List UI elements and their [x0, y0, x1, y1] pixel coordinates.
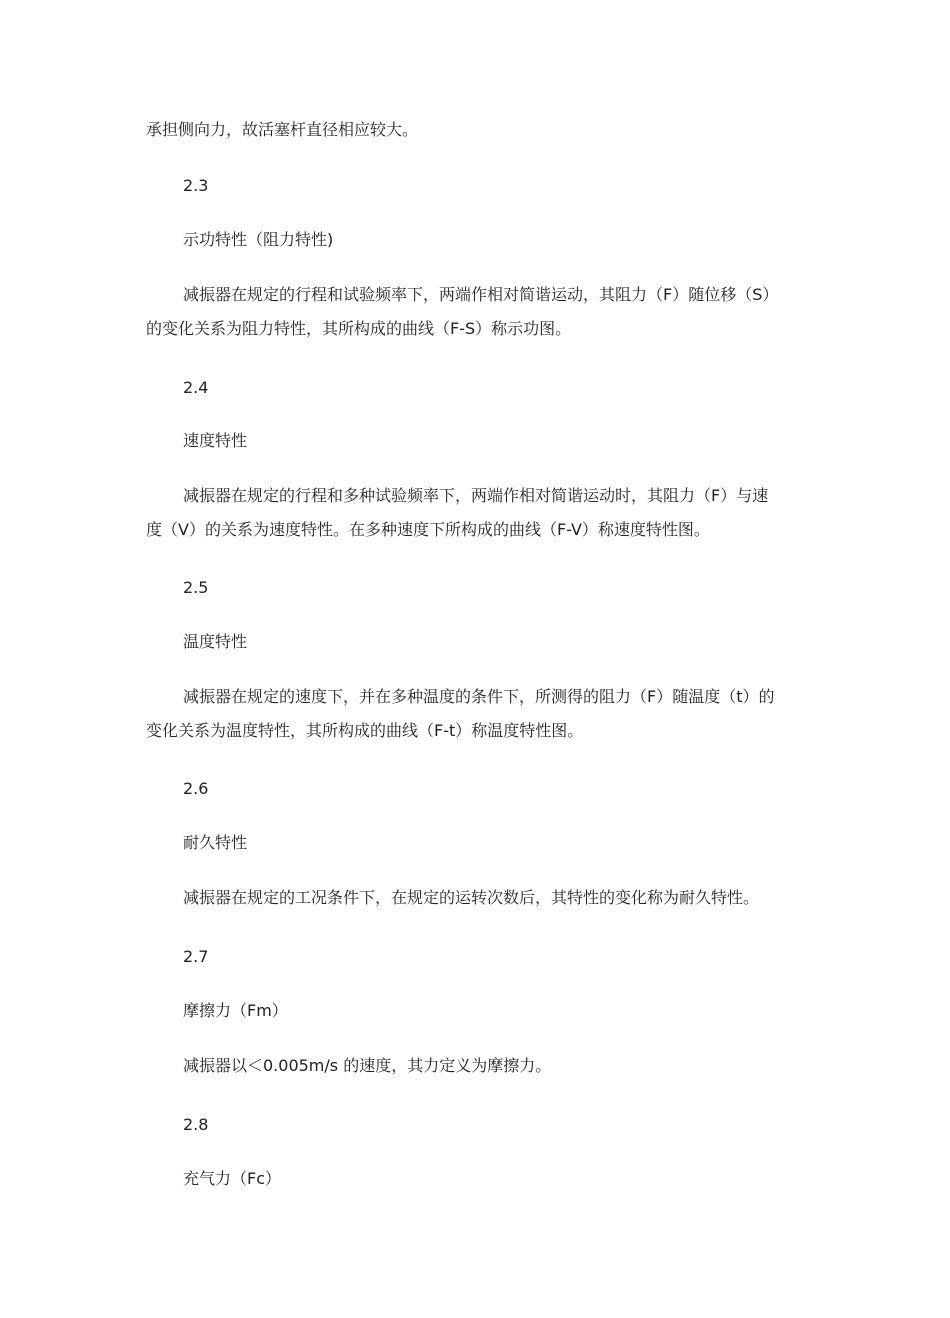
paragraph-text: 减振器在规定的行程和多种试验频率下，两端作相对简谐运动时，其阻力（F）与速	[183, 486, 769, 505]
paragraph-text: 度（V）的关系为速度特性。在多种速度下所构成的曲线（F-V）称速度特性图。	[146, 520, 710, 539]
paragraph-text: 减振器以＜0.005m/s 的速度，其力定义为摩擦力。	[183, 1056, 552, 1075]
paragraph-text: 减振器在规定的速度下，并在多种温度的条件下，所测得的阻力（F）随温度（t）的	[183, 687, 775, 706]
section-title: 温度特性	[183, 632, 248, 651]
paragraph-text: 减振器在规定的工况条件下，在规定的运转次数后，其特性的变化称为耐久特性。	[183, 888, 760, 907]
paragraph-text: 减振器在规定的行程和试验频率下，两端作相对简谐运动，其阻力（F）随位移（S）	[183, 285, 779, 304]
section-number: 2.5	[183, 578, 209, 597]
paragraph-text: 变化关系为温度特性，其所构成的曲线（F-t）称温度特性图。	[146, 721, 584, 740]
section-title: 摩擦力（Fm）	[183, 1001, 288, 1020]
paragraph-text: 承担侧向力，故活塞杆直径相应较大。	[146, 120, 419, 139]
section-title: 充气力（Fc）	[183, 1169, 282, 1188]
paragraph-text: 的变化关系为阻力特性，其所构成的曲线（F-S）称示功图。	[146, 319, 572, 338]
section-number: 2.6	[183, 779, 209, 798]
section-number: 2.3	[183, 176, 209, 195]
section-number: 2.7	[183, 947, 209, 966]
section-title: 耐久特性	[183, 833, 248, 852]
section-number: 2.4	[183, 378, 209, 397]
section-number: 2.8	[183, 1115, 209, 1134]
section-title: 示功特性（阻力特性)	[183, 230, 334, 249]
section-title: 速度特性	[183, 431, 248, 450]
